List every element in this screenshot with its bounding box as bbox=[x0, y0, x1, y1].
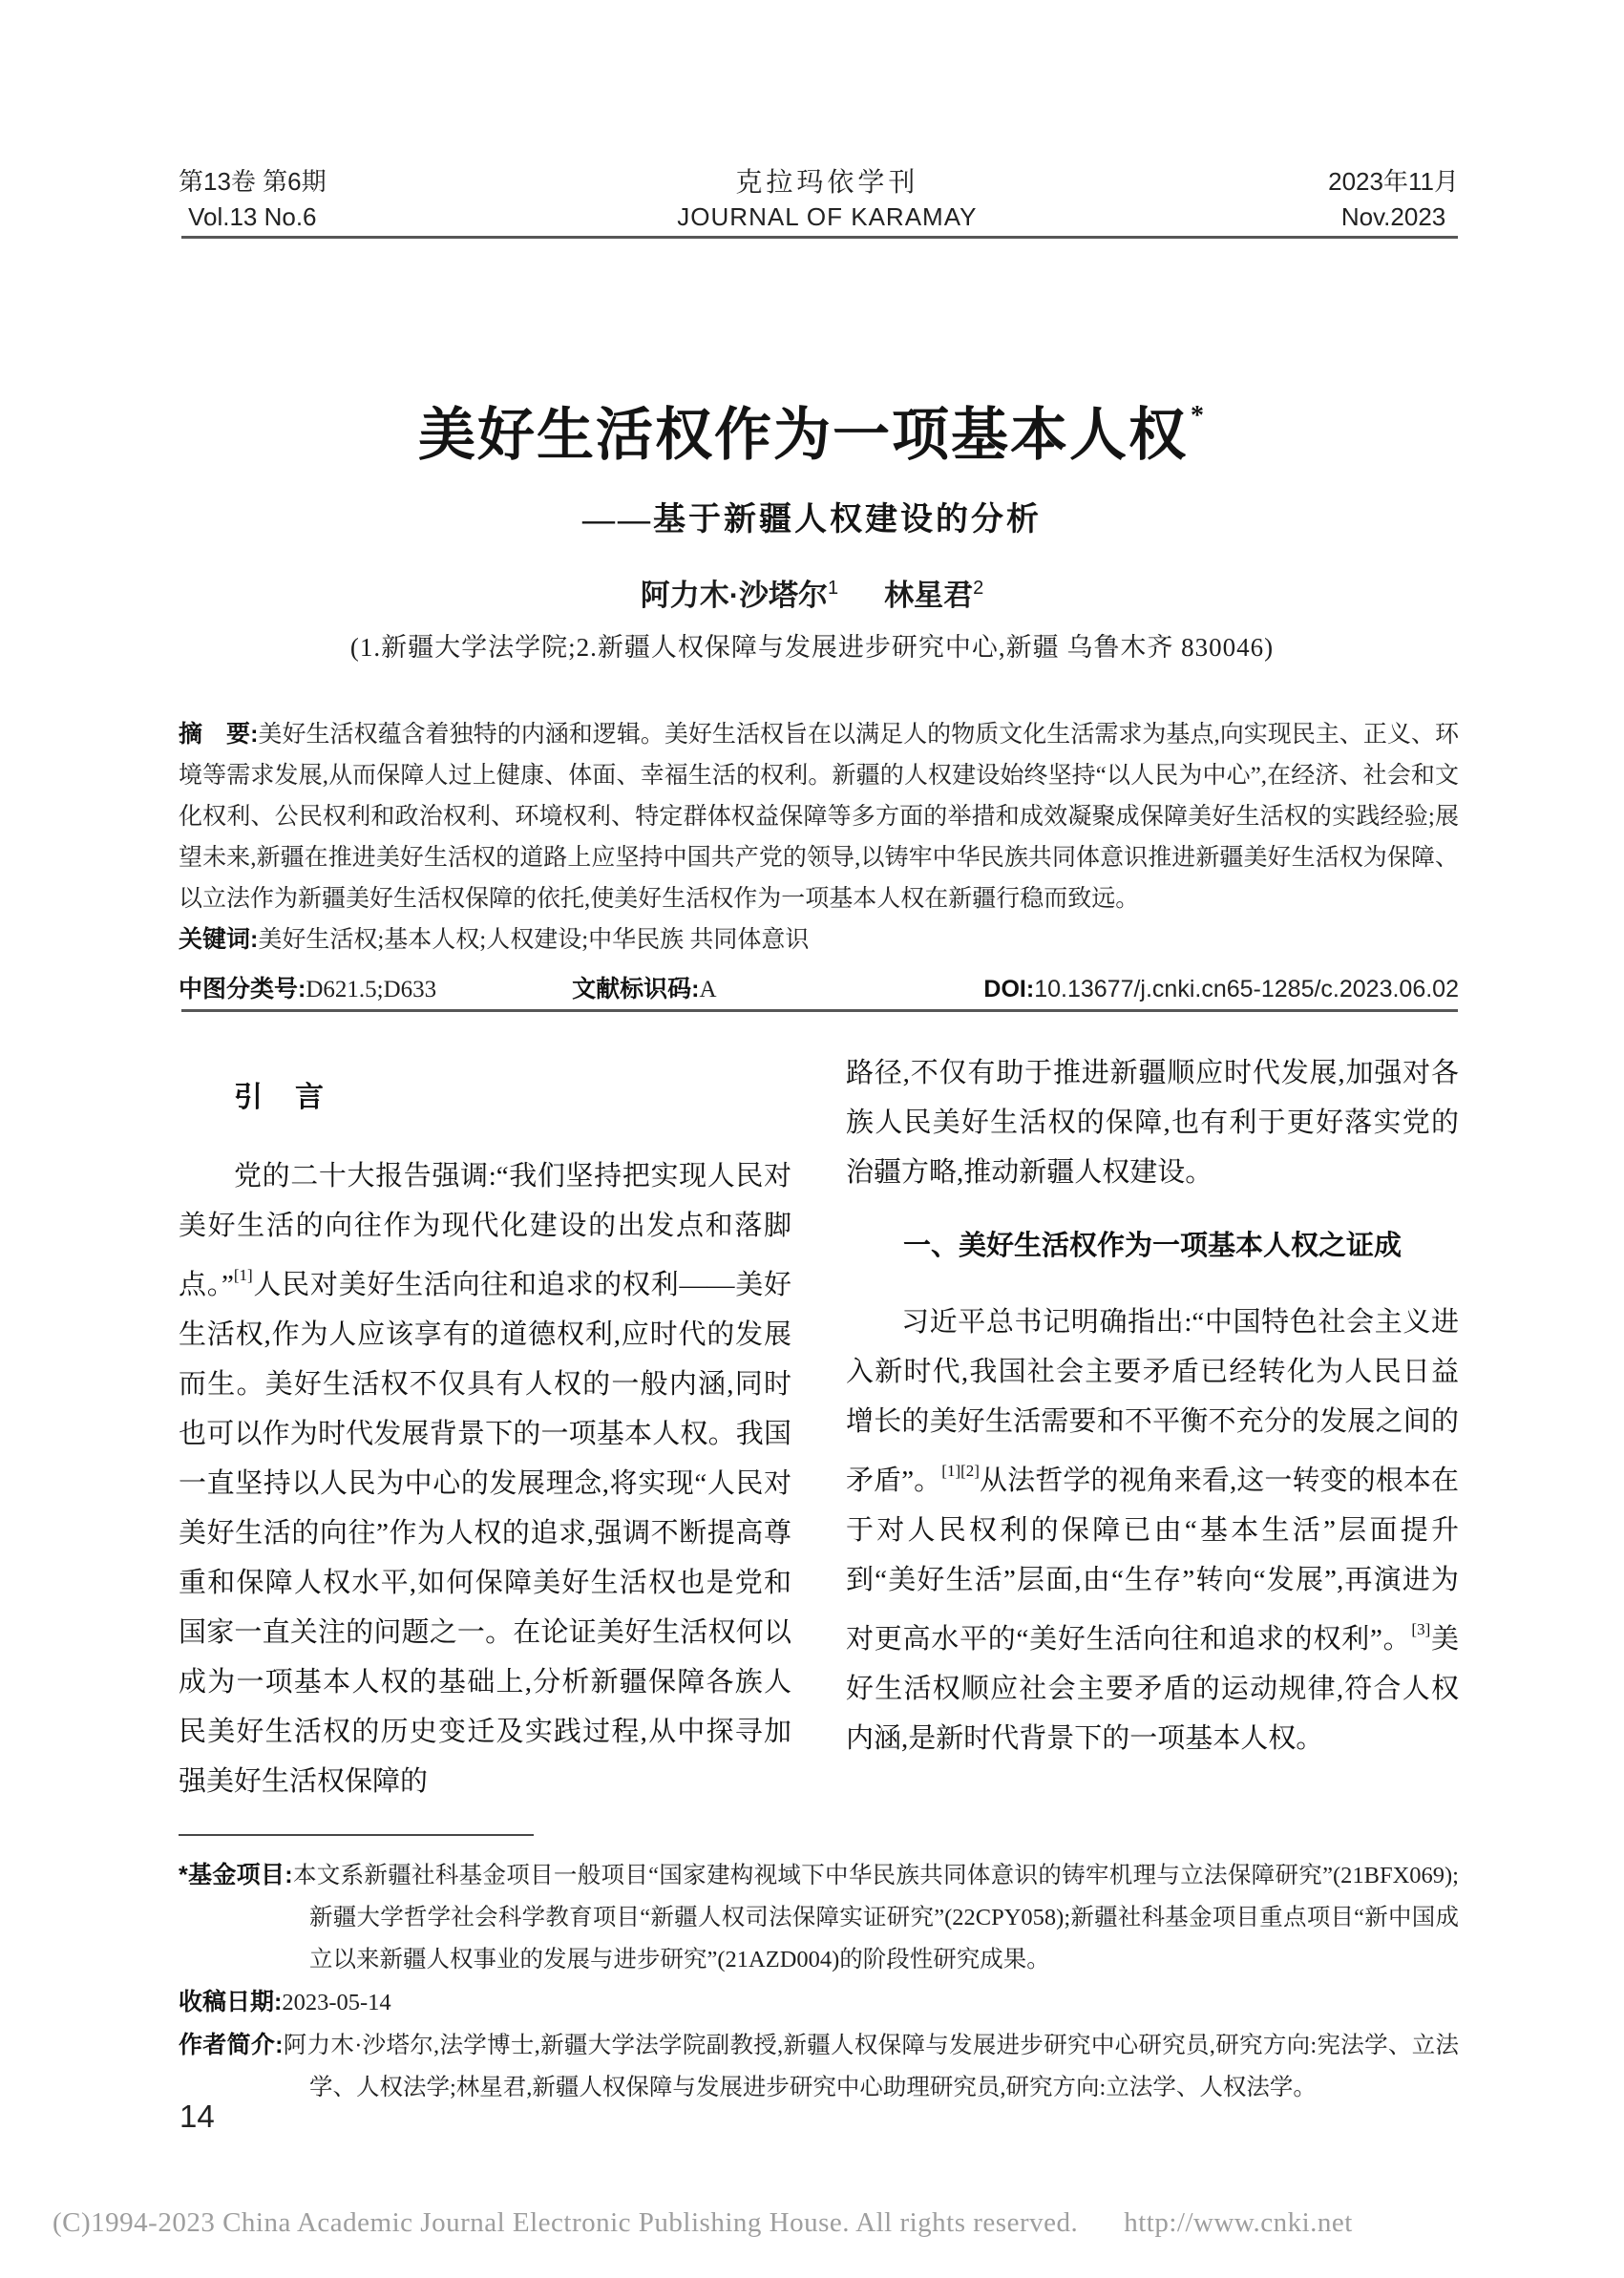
intro-paragraph-text-2: 人民对美好生活向往和追求的权利——美好生活权,作为人应该享有的道德权利,应时代的发展而生。美好生活权不仅具有人权的一般内涵,同时也可以作为时代发展背景下的一项基本人权。我国一直坚持以人民为中心的发展理念,将实现“人民对美好生活的向往”作为人权的追求,强调不断提高尊重和保障人权水平,如何保障美好生活权也是党和国家一直关注的问题之一。在论证美好生活权何以成为一项基本人权的基础上,分析新疆保障各族人民美好生活权的历史变迁及实践过程,从中探寻加强美好生活权保障的 bbox=[179, 1270, 791, 1797]
affiliation: (1.新疆大学法学院;2.新疆人权保障与发展进步研究中心,新疆 乌鲁木齐 830046) bbox=[349, 633, 1275, 662]
doc-code-item bbox=[572, 969, 716, 1010]
doi-item bbox=[983, 969, 1459, 1010]
volume-issue-cn: 第13卷 第6期 bbox=[179, 167, 327, 196]
page-number: 14 bbox=[179, 2099, 215, 2134]
clc-value: D621.5;D633 bbox=[306, 977, 437, 1002]
section-1-text-2: 从法哲学的视角来看,这一转变的根本在于对人民权利的保障已由“基本生活”层面提升到“美好生活”层面,由“生存”转向“发展”,再演进为对更高水平的“美好生活向往和追求的权利”。 bbox=[846, 1466, 1459, 1655]
author-bio-text: 阿力木·沙塔尔,法学博士,新疆大学法学院副教授,新疆人权保障与发展进步研究中心研究员,研究方向:宪法学、立法学、人权法学;林星君,新疆人权保障与发展进步研究中心助理研究员,研究方向:立法学、人权法学。 bbox=[283, 2033, 1459, 2100]
article-title-text: 美好生活权作为一项基本人权 bbox=[418, 404, 1188, 467]
article-subtitle: ——基于新疆人权建设的分析 bbox=[582, 502, 1042, 538]
header-journal-name bbox=[677, 164, 977, 235]
continuation-paragraph: 路径,不仅有助于推进新疆顺应时代发展,加强对各族人民美好生活权的保障,也有利于更好落实党的治疆方略,推动新疆人权建设。 bbox=[846, 1058, 1459, 1188]
abstract-block bbox=[179, 714, 1459, 1010]
doc-code-value: A bbox=[699, 977, 717, 1002]
copyright-footer bbox=[53, 2207, 1389, 2239]
citation-ref-1-2: [1][2] bbox=[941, 1462, 980, 1480]
header-issue-date bbox=[1328, 164, 1459, 235]
section-1-text-3: 美好生活权顺应社会主要矛盾的运动规律,符合人权内涵,是新时代背景下的一项基本人权。 bbox=[846, 1624, 1459, 1754]
doi-label: DOI: bbox=[983, 976, 1035, 1002]
received-date-value: 2023-05-14 bbox=[282, 1990, 391, 2015]
intro-paragraph-text-1: 党的二十大报告强调:“我们坚持把实现人民对美好生活的向往作为现代化建设的出发点和落脚点。” bbox=[179, 1161, 791, 1300]
author-superscript-2: 2 bbox=[973, 578, 984, 599]
footnote-separator bbox=[179, 1834, 534, 1836]
received-date-label: 收稿日期: bbox=[179, 1989, 283, 2015]
author-name-2: 林星君 bbox=[884, 579, 974, 612]
doi-value: 10.13677/j.cnki.cn65-1285/c.2023.06.02 bbox=[1034, 976, 1459, 1002]
journal-name-en: JOURNAL OF KARAMAY bbox=[677, 202, 978, 231]
title-footnote-asterisk: * bbox=[1191, 401, 1206, 431]
header-rule bbox=[181, 236, 1458, 239]
classification-row bbox=[179, 969, 1459, 1010]
volume-issue-en: Vol.13 No.6 bbox=[188, 202, 317, 231]
footer-url: http://www.cnki.net bbox=[1124, 2207, 1353, 2238]
abstract-paragraph bbox=[179, 714, 1459, 919]
doc-code-label: 文献标识码: bbox=[572, 976, 700, 1002]
author-name-1: 阿力木·沙塔尔 bbox=[640, 579, 829, 612]
issue-date-en: Nov.2023 bbox=[1340, 202, 1446, 231]
abstract-text: 美好生活权蕴含着独特的内涵和逻辑。美好生活权旨在以满足人的物质文化生活需求为基点,向实现民主、正义、环境等需求发展,从而保障人过上健康、体面、幸福生活的权利。新疆的人权建设始终坚持“以人民为中心”,在经济、社会和文化权利、公民权利和政治权利、环境权利、特定群体权益保障等多方面的举措和成效凝聚成保障美好生活权的实践经验;展望未来,新疆在推进美好生活权的道路上应坚持中国共产党的领导,以铸牢中华民族共同体意识推进新疆美好生活权为保障、以立法作为新疆美好生活权保障的依托,使美好生活权作为一项基本人权在新疆行稳而致远。 bbox=[179, 722, 1459, 912]
author-bio-note bbox=[179, 2024, 1459, 2109]
footnotes-block bbox=[179, 1834, 1459, 2109]
abstract-label: 摘 要: bbox=[179, 721, 259, 748]
issue-date-cn: 2023年11月 bbox=[1328, 167, 1459, 196]
received-date-note bbox=[179, 1981, 1459, 2024]
section-1-text-1: 习近平总书记明确指出:“中国特色社会主义进入新时代,我国社会主要矛盾已经转化为人民日益增长的美好生活需要和不平衡不充分的发展之间的矛盾”。 bbox=[846, 1307, 1459, 1496]
copyright-text: (C)1994-2023 China Academic Journal Electronic Publishing House. All rights reserved. bbox=[53, 2207, 1079, 2238]
section-1-heading: 一、美好生活权作为一项基本人权之证成 bbox=[902, 1231, 1402, 1261]
keywords-label: 关键词: bbox=[179, 926, 259, 953]
intro-heading: 引 言 bbox=[234, 1082, 326, 1113]
journal-header bbox=[179, 164, 1459, 235]
journal-name-cn: 克拉玛依学刊 bbox=[735, 167, 919, 197]
fund-project-label: *基金项目: bbox=[179, 1862, 293, 1888]
fund-project-note bbox=[179, 1854, 1459, 1981]
citation-ref-1: [1] bbox=[233, 1266, 253, 1284]
authors-line bbox=[0, 571, 1624, 614]
intro-paragraph bbox=[179, 1151, 791, 1806]
title-block bbox=[0, 384, 1624, 539]
meta-rule bbox=[181, 1009, 1458, 1012]
header-volume-info bbox=[179, 164, 327, 235]
right-column bbox=[846, 1048, 1459, 1806]
keywords-text: 美好生活权;基本人权;人权建设;中华民族 共同体意识 bbox=[258, 927, 810, 953]
clc-label: 中图分类号: bbox=[179, 976, 306, 1002]
author-superscript-1: 1 bbox=[828, 578, 839, 599]
citation-ref-3: [3] bbox=[1411, 1620, 1431, 1638]
article-title bbox=[0, 384, 1624, 468]
body-columns bbox=[179, 1048, 1459, 1806]
keywords-line bbox=[179, 919, 1459, 960]
left-column bbox=[179, 1048, 791, 1806]
section-1-paragraph bbox=[846, 1297, 1459, 1763]
clc-item bbox=[179, 969, 436, 1010]
author-bio-label: 作者简介: bbox=[179, 2032, 284, 2058]
fund-project-text: 本文系新疆社科基金项目一般项目“国家建构视域下中华民族共同体意识的铸牢机理与立法保障研究”(21BFX069);新疆大学哲学社会科学教育项目“新疆人权司法保障实证研究”(22CPY058);新疆社科基金项目重点项目“新中国成立以来新疆人权事业的发展与进步研究”(21AZD004)的阶段性研究成果。 bbox=[292, 1863, 1459, 1972]
